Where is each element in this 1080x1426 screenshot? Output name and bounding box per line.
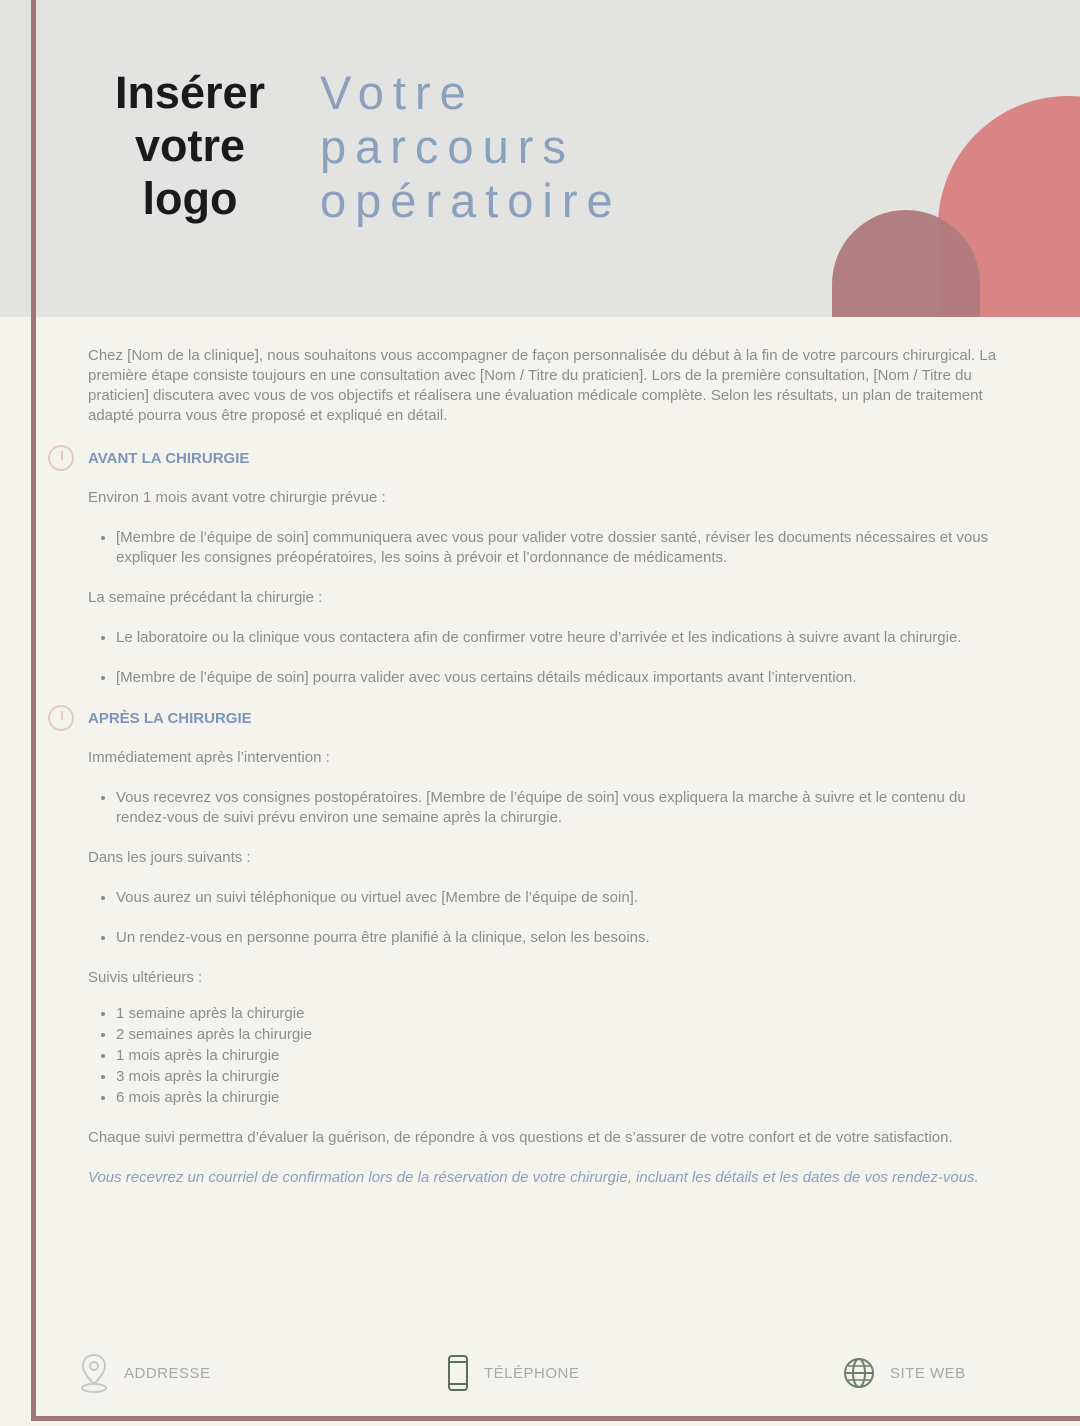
list-item: • Un rendez-vous en personne pourra être planifié à la clinique, selon les besoins. <box>116 928 1018 948</box>
section-heading-after-label: APRÈS LA CHIRURGIE <box>88 710 252 727</box>
page-title: Votre parcours opératoire <box>320 66 622 227</box>
footer-phone-label: TÉLÉPHONE <box>484 1364 580 1382</box>
section-heading-before-label: AVANT LA CHIRURGIE <box>88 450 250 467</box>
list-item: • 1 mois après la chirurgie <box>116 1046 1018 1066</box>
frame-bottom-border <box>31 1416 1080 1421</box>
phone-icon <box>446 1353 470 1393</box>
before-list-1 <box>88 528 1018 568</box>
before-list-2 <box>88 628 1018 688</box>
list-item: • 2 semaines après la chirurgie <box>116 1025 1018 1045</box>
before-subheading-2: La semaine précédant la chirurgie : <box>88 589 323 606</box>
clock-icon <box>48 445 74 471</box>
main-content <box>88 346 1018 1188</box>
footer-website <box>842 1350 966 1396</box>
footer-website-label: SITE WEB <box>890 1364 966 1382</box>
footer <box>0 1350 1080 1400</box>
confirmation-note: Vous recevrez un courriel de confirmation lors de la réservation de votre chirurgie, incluant les détails et les dates de vos rendez-vous. <box>88 1169 979 1186</box>
frame-left-border <box>31 0 36 1420</box>
intro-paragraph: Chez [Nom de la clinique], nous souhaitons vous accompagner de façon personnalisée du début à la fin de votre parcours chirurgical. La première étape consiste toujours en une consultation avec [Nom / Titre du praticien]. Lors de la première consultation, [Nom / Titre du praticien] discutera avec vous de vos objectifs et réalisera une évaluation médicale complète. Selon les résultats, un plan de traitement adapté pourra vous être proposé et expliqué en détail. <box>88 347 997 424</box>
list-item: • Vous aurez un suivi téléphonique ou virtuel avec [Membre de l’équipe de soin]. <box>116 888 1018 908</box>
after-subheading-2: Dans les jours suivants : <box>88 849 251 866</box>
list-item: • 6 mois après la chirurgie <box>116 1088 1018 1108</box>
footer-address <box>78 1350 211 1396</box>
section-heading-after <box>88 708 1018 730</box>
list-item: • 1 semaine après la chirurgie <box>116 1004 1018 1024</box>
before-subheading-1: Environ 1 mois avant votre chirurgie prévue : <box>88 489 386 506</box>
globe-icon <box>842 1356 876 1390</box>
header-band <box>0 0 1080 317</box>
location-pin-icon <box>78 1352 110 1394</box>
after-list-1 <box>88 788 1018 828</box>
after-subheading-1: Immédiatement après l’intervention : <box>88 749 330 766</box>
list-item: • Vous recevrez vos consignes postopératoires. [Membre de l’équipe de soin] vous expliquera la marche à suivre et le contenu du rendez-vous de suivi prévu environ une semaine après la chirurgie. <box>116 788 1018 828</box>
closing-paragraph: Chaque suivi permettra d’évaluer la guérison, de répondre à vos questions et de s’assurer de votre confort et de votre satisfaction. <box>88 1129 953 1146</box>
footer-address-label: ADDRESSE <box>124 1364 211 1382</box>
list-item: • [Membre de l’équipe de soin] communiquera avec vous pour valider votre dossier santé, réviser les documents nécessaires et vous expliquer les consignes préopératoires, les soins à prévoir et l’ordonnance de médicaments. <box>116 528 1018 568</box>
after-list-2 <box>88 888 1018 948</box>
clock-icon <box>48 705 74 731</box>
list-item: • Le laboratoire ou la clinique vous contactera afin de confirmer votre heure d’arrivée et les indications à suivre avant la chirurgie. <box>116 628 1018 648</box>
after-subheading-3: Suivis ultérieurs : <box>88 969 203 986</box>
list-item: • [Membre de l’équipe de soin] pourra valider avec vous certains détails médicaux importants avant l’intervention. <box>116 668 1018 688</box>
section-heading-before <box>88 448 1018 470</box>
logo-placeholder: Insérer votre logo <box>114 67 266 224</box>
list-item: • 3 mois après la chirurgie <box>116 1067 1018 1087</box>
footer-phone <box>446 1350 579 1396</box>
followup-list <box>88 1004 1018 1108</box>
